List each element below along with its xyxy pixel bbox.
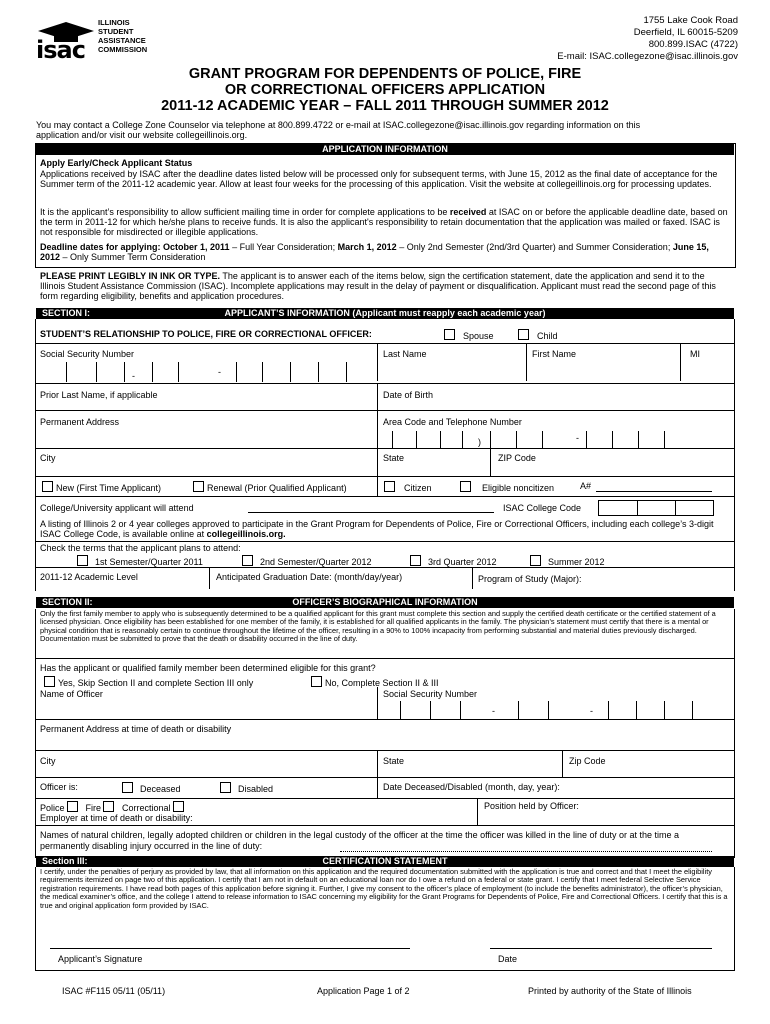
date-deceased-label: Date Deceased/Disabled (month, day, year): [383, 782, 560, 792]
college-line[interactable] [248, 512, 494, 513]
disabled-option[interactable]: Disabled [220, 782, 273, 794]
officer-type-row: Police Fire Correctional [40, 801, 187, 813]
college-label: College/University applicant will attend [40, 503, 194, 513]
spouse-option[interactable]: Spouse [444, 329, 494, 341]
form-number: ISAC #F115 05/11 (05/11) [62, 986, 166, 996]
anum-line[interactable] [596, 491, 712, 492]
intro-text: You may contact a College Zone Counselor via telephone at 800.899.4722 or e-mail at ISAC.collegezone@isac.illinois.gov regarding information on this application and/or visit our website collegeillinois.org. [36, 120, 641, 140]
certification-paragraph: I certify, under the penalties of perjury as provided by law, that all information on this application and the required documentation submitted with the application is true and correct and that I meet the eligibility requirements itemized on page two of this application. I certify that I am not in default on an educational loan nor do I owe a refund on a federal or state grant. I certify that I meet federal Selective Service registration requirements. I have read both pages of this application before signing it. Further, I give my consent to the officer’s place of employment (to include the benefits administrator), the officer’s physician, the medical examiner’s office, and the college I attend to release information to ISAC concerning my eligibility for the Grant Programs for Dependents of Police, Fire and Correctional Officers. I certify that this is a true and original application form provided by ISAC. [40, 867, 728, 910]
renewal-option[interactable]: Renewal (Prior Qualified Applicant) [193, 481, 347, 493]
form-title-line1: GRANT PROGRAM FOR DEPENDENTS OF POLICE, FIRE [188, 66, 582, 82]
mi-label: MI [690, 349, 700, 359]
program-label: Program of Study (Major): [478, 574, 582, 584]
city-label: City [40, 453, 56, 463]
term1-option[interactable]: 1st Semester/Quarter 2011 [77, 555, 203, 567]
police-checkbox[interactable] [67, 801, 78, 812]
date-label: Date [498, 954, 518, 964]
eligibility-question: Has the applicant or qualified family member been determined eligible for this grant? [40, 663, 376, 673]
officer-city-label: City [40, 756, 56, 766]
term4-option[interactable]: Summer 2012 [530, 555, 605, 567]
logo-text: ILLINOIS STUDENT ASSISTANCE COMMISSION [98, 18, 148, 54]
term4-checkbox[interactable] [530, 555, 541, 566]
state-label: State [383, 453, 405, 463]
relationship-label: STUDENT’S RELATIONSHIP TO POLICE, FIRE OR CORRECTIONAL OFFICER: [40, 329, 372, 339]
app-info-para2: It is the applicant’s responsibility to allow sufficient mailing time in order for complete applications to be received at ISAC on or before the applicable deadline date, based on the term in 2011-12 for which he/she plans to receive funds. It is also the applicant's responsibility to retain documentation that the application was mailed or faxed. ISAC is not responsible for misdirected or illegible applications. [40, 207, 728, 237]
employer-label: Employer at time of death or disability: [40, 813, 193, 823]
children-names-label: Names of natural children, legally adopted children or children in the legal custody of the officer at the time the officer was killed in the line of duty or at the time a permanently disabling injury occurred in the line of duty: [40, 830, 680, 851]
perm-address-label: Permanent Address [40, 417, 120, 427]
anum-label: A# [580, 481, 592, 491]
officer-zip-label: Zip Code [569, 756, 606, 766]
terms-label: Check the terms that the applicant plans to attend: [40, 543, 241, 553]
yes-option[interactable]: Yes, Skip Section II and complete Section III only [44, 676, 253, 688]
form-title-line3: 2011-12 ACADEMIC YEAR – FALL 2011 THROUGH SUMMER 2012 [161, 98, 609, 114]
child-option[interactable]: Child [518, 329, 558, 341]
contact-address: 1755 Lake Cook Road Deerfield, IL 60015-5209 800.899.ISAC (4722) E-mail: ISAC.collegezone@isac.illinois.gov [557, 15, 738, 62]
section1-header: APPLICANT’S INFORMATION (Applicant must reapply each academic year) [224, 308, 546, 318]
officer-perm-label: Permanent Address at time of death or disability [40, 724, 232, 734]
app-info-header: APPLICATION INFORMATION [36, 144, 734, 155]
term3-checkbox[interactable] [410, 555, 421, 566]
disabled-checkbox[interactable] [220, 782, 231, 793]
academic-level-label: 2011-12 Academic Level [40, 572, 138, 582]
term2-option[interactable]: 2nd Semester/Quarter 2012 [242, 555, 372, 567]
yes-checkbox[interactable] [44, 676, 55, 687]
phone-boxes[interactable]: ) - [392, 431, 692, 448]
position-label: Position held by Officer: [484, 801, 579, 811]
print-instructions: PLEASE PRINT LEGIBLY IN INK OR TYPE. The applicant is to answer each of the items below, sign the certification statement, date the application and send it to the Illinois Student Assistance Commission (ISAC). Incomplete applications may result in the delay of payment or disqualification. Applicant must read the second page of this form regarding eligibility, benefits and application procedures. [40, 271, 716, 301]
grad-date-label: Anticipated Graduation Date: (month/day/year) [216, 572, 403, 582]
deadline-dates: Deadline dates for applying: October 1, 2011 – Full Year Consideration; March 1, 2012 – Only 2nd Semester (2nd/3rd Quarter) and Summer Consideration; June 15, 2012 – Only Summer Term Consideration [40, 242, 709, 262]
college-code-boxes[interactable] [598, 500, 714, 516]
logo-abbr: isac [36, 36, 85, 64]
signature-line[interactable] [50, 948, 410, 949]
officer-state-label: State [383, 756, 405, 766]
app-info-subhead: Apply Early/Check Applicant Status [40, 158, 193, 168]
deceased-option[interactable]: Deceased [122, 782, 181, 794]
officer-name-label: Name of Officer [40, 689, 103, 699]
officer-is-label: Officer is: [40, 782, 78, 792]
printed-authority: Printed by authority of the State of Illinois [528, 986, 692, 996]
new-applicant-option[interactable]: New (First Time Applicant) [42, 481, 161, 493]
spouse-checkbox[interactable] [444, 329, 455, 340]
term3-option[interactable]: 3rd Quarter 2012 [410, 555, 497, 567]
new-applicant-checkbox[interactable] [42, 481, 53, 492]
section1-bar [36, 308, 734, 319]
isac-logo [36, 20, 96, 64]
renewal-checkbox[interactable] [193, 481, 204, 492]
term1-checkbox[interactable] [77, 555, 88, 566]
ssn-label: Social Security Number [40, 349, 135, 359]
first-name-label: First Name [532, 349, 577, 359]
signature-label: Applicant’s Signature [58, 954, 143, 964]
form-title-line2: OR CORRECTIONAL OFFICERS APPLICATION [224, 82, 546, 98]
officer-ssn-boxes[interactable]: - - [400, 701, 700, 719]
child-checkbox[interactable] [518, 329, 529, 340]
date-line[interactable] [490, 948, 712, 949]
no-option[interactable]: No, Complete Section II & III [311, 676, 439, 688]
college-listing: A listing of Illinois 2 or 4 year colleges approved to participate in the Grant Program for Dependents of Police, Fire or Correctional Officers, including each college’s 3-digit ISAC College Code, is available online at collegeillinois.org. [40, 519, 714, 539]
correctional-checkbox[interactable] [173, 801, 184, 812]
section2-label: SECTION II: [42, 597, 93, 607]
last-name-label: Last Name [383, 349, 427, 359]
section3-header: CERTIFICATION STATEMENT [322, 856, 448, 866]
no-checkbox[interactable] [311, 676, 322, 687]
zip-label: ZIP Code [498, 453, 536, 463]
section3-label: Section III: [42, 856, 88, 866]
phone-label: Area Code and Telephone Number [383, 417, 522, 427]
term2-checkbox[interactable] [242, 555, 253, 566]
noncitizen-option[interactable]: Eligible noncitizen [460, 481, 554, 493]
section2-paragraph: Only the first family member to apply who is subsequently determined to be a qualified applicant for this grant must complete this section and supply the certified death certificate or the certified statement of a licensed physician. Once eligibility has been established for one member of the family, it is established for all qualified applicants in the family. The physician’s statement must certify that there is a mental or physical condition that is reasonably certain to continue throughout the lifetime of the officer, resulting in a 90% to 100% incapacity from performing substantial and material duties previously discharged. Documentation must be submitted to prove that the death or disability occurred in the line of duty. [40, 609, 716, 644]
page-number: Application Page 1 of 2 [317, 986, 410, 996]
section2-bar [36, 597, 734, 608]
section1-label: SECTION I: [42, 308, 91, 318]
citizen-checkbox[interactable] [384, 481, 395, 492]
section2-header: OFFICER’S BIOGRAPHICAL INFORMATION [292, 597, 478, 607]
children-names-line[interactable] [340, 851, 712, 852]
dob-label: Date of Birth [383, 390, 434, 400]
app-info-para1: Applications received by ISAC after the deadline dates listed below will be processed only for subsequent terms, with June 15, 2012 as the final date of acceptance for the Summer term of the 2011-12 academic year. Allow at least four weeks for the processing of this application. Visit the website at collegeillinois.org for processing updates. [40, 169, 718, 189]
citizen-option[interactable]: Citizen [384, 481, 432, 493]
prior-last-name-label: Prior Last Name, if applicable [40, 390, 158, 400]
section3-bar [36, 856, 734, 867]
noncitizen-checkbox[interactable] [460, 481, 471, 492]
fire-checkbox[interactable] [103, 801, 114, 812]
deceased-checkbox[interactable] [122, 782, 133, 793]
officer-ssn-label: Social Security Number [383, 689, 478, 699]
applicant-ssn-boxes[interactable]: - - [40, 362, 370, 382]
college-code-label: ISAC College Code [503, 503, 582, 513]
